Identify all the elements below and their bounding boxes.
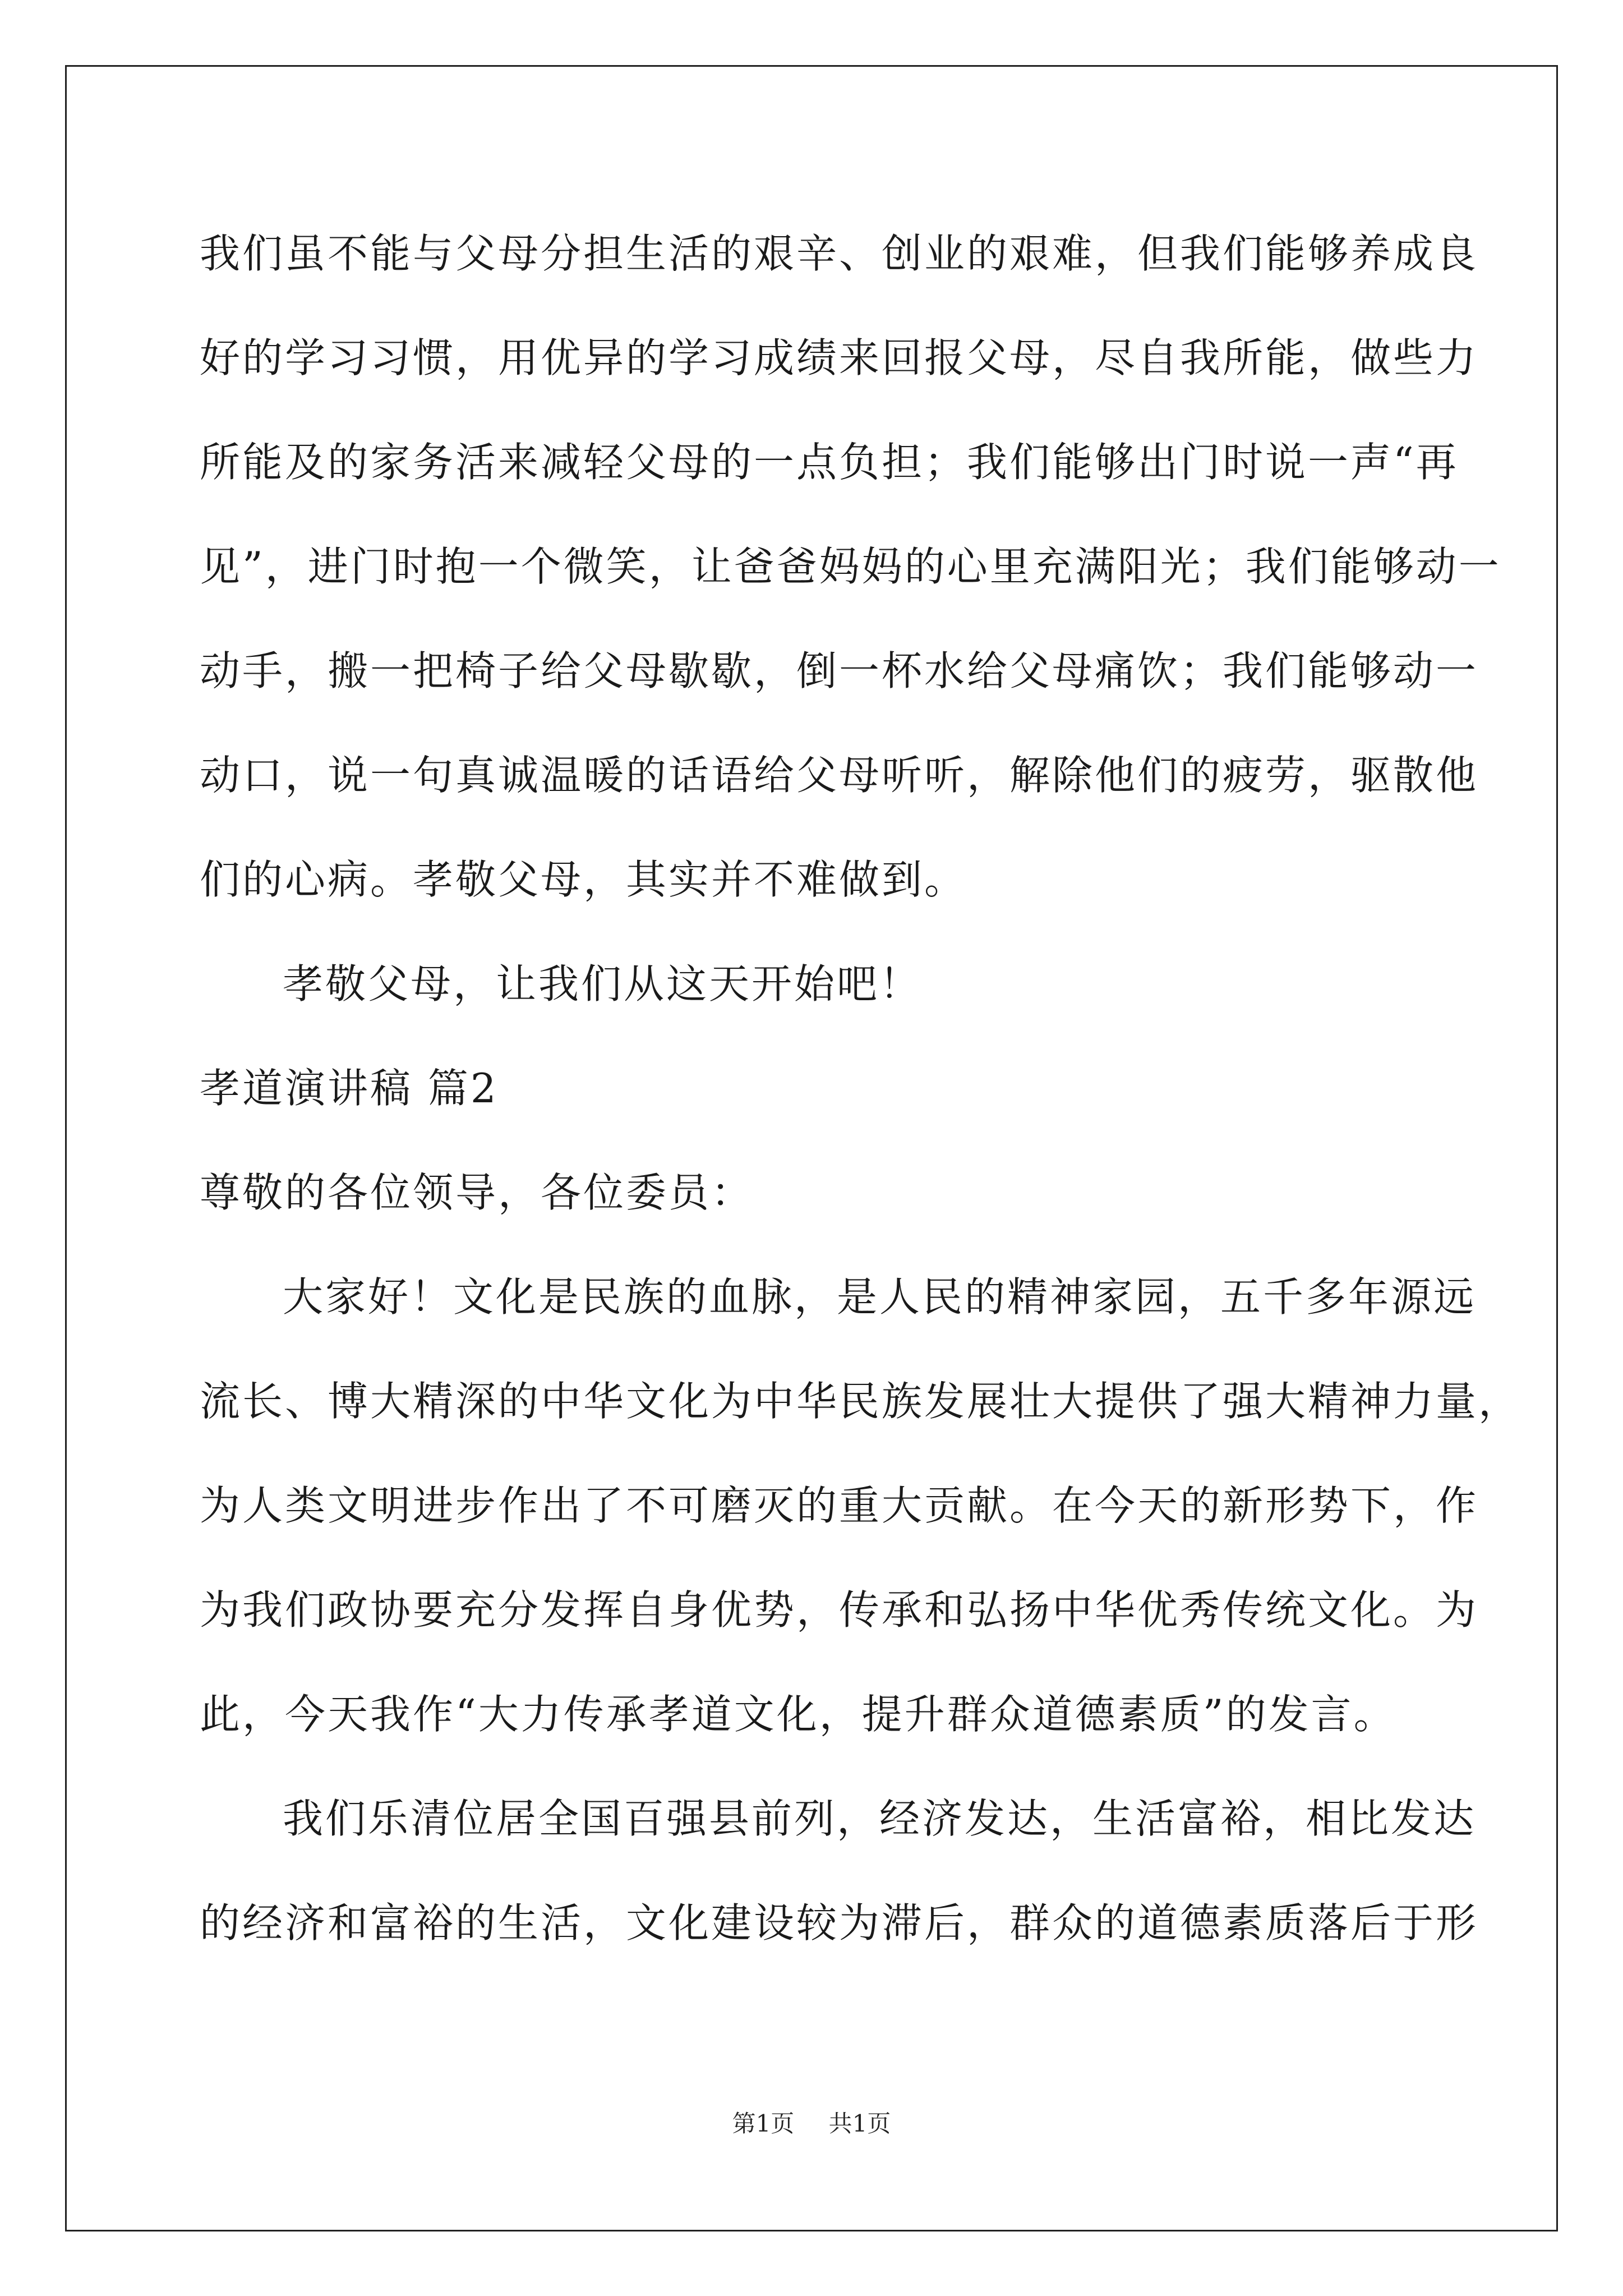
- paragraph-line: 为我们政协要充分发挥自身优势，传承和弘扬中华优秀传统文化。为: [200, 1586, 1479, 1634]
- paragraph-line: 我们乐清位居全国百强县前列，经济发达，生活富裕，相比发达: [283, 1795, 1477, 1842]
- document-body: [200, 220, 1521, 1994]
- paragraph-line: 我们虽不能与父母分担生活的艰辛、创业的艰难，但我们能够养成良: [200, 230, 1479, 277]
- paragraph-line: 们的心病。孝敬父母，其实并不难做到。: [200, 856, 967, 903]
- page-number: 第1页: [732, 2110, 795, 2137]
- paragraph-line: 大家好！文化是民族的血脉，是人民的精神家园，五千多年源远: [283, 1273, 1477, 1320]
- paragraph-line: 此，今天我作“大力传承孝道文化，提升群众道德素质”的发言。: [200, 1691, 1396, 1738]
- salutation: 尊敬的各位领导，各位委员：: [200, 1169, 754, 1216]
- paragraph-line: 所能及的家务活来减轻父母的一点负担；我们能够出门时说一声“再: [200, 439, 1459, 486]
- page-footer: [0, 2107, 1623, 2141]
- paragraph-line: 好的学习习惯，用优异的学习成绩来回报父母，尽自我所能，做些力: [200, 334, 1479, 381]
- paragraph-line: 为人类文明进步作出了不可磨灭的重大贡献。在今天的新形势下，作: [200, 1482, 1479, 1529]
- paragraph-line: 孝敬父母，让我们从这天开始吧！: [283, 960, 923, 1007]
- section-heading: 孝道演讲稿 篇2: [200, 1065, 499, 1112]
- paragraph-line: 的经济和富裕的生活，文化建设较为滞后，群众的道德素质落后于形: [200, 1899, 1479, 1947]
- page-total: 共1页: [828, 2110, 891, 2137]
- paragraph-line: 动手，搬一把椅子给父母歇歇，倒一杯水给父母痛饮；我们能够动一: [200, 647, 1479, 694]
- paragraph-line: 动口，说一句真诚温暖的话语给父母听听，解除他们的疲劳，驱散他: [200, 752, 1479, 799]
- paragraph-line: 流长、博大精深的中华文化为中华民族发展壮大提供了强大精神力量，: [200, 1378, 1521, 1425]
- paragraph-line: 见”，进门时抱一个微笑，让爸爸妈妈的心里充满阳光；我们能够动一: [200, 543, 1501, 590]
